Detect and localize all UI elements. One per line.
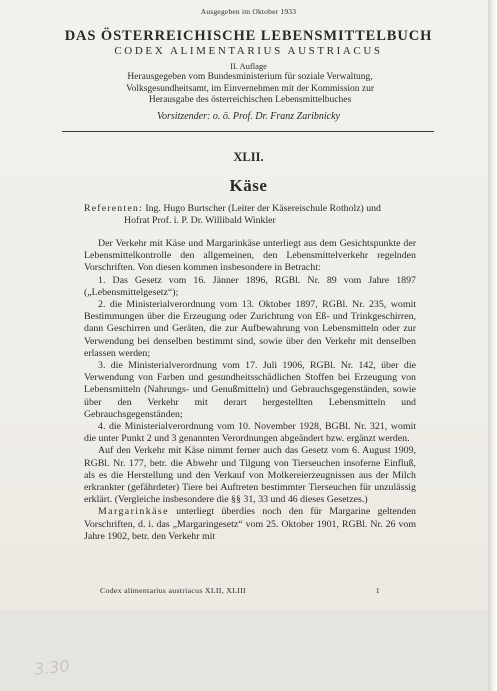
chair-line: Vorsitzender: o. ö. Prof. Dr. Franz Zaribnicky — [157, 111, 340, 122]
issue-date: Ausgegeben im Oktober 1933 — [200, 7, 297, 16]
paragraph: 2. die Ministerialverordnung vom 13. Oktober 1897, RGBl. Nr. 235, womit Bestimmungen über die Erzeugung oder Zurichtung von Eß- und Trinkgeschirren, dann Geschirren und Geräten, die zur Aufbewahrung von Lebensmitteln oder zur Verwendung bei denselben bestimmt sind, sowie über den Verkehr mit denselben erlassen werden; — [84, 299, 416, 359]
publisher-line: Volksgesundheitsamt, im Einvernehmen mit der Kommission zur — [125, 83, 375, 94]
section-title: Käse — [229, 176, 268, 195]
pencil-price-note: 3.30 — [33, 656, 71, 679]
term-margarinkaese: Margarinkäse — [98, 506, 169, 518]
page-number: 1 — [375, 586, 380, 595]
paragraph: Der Verkehr mit Käse und Margarinkäse unterliegt aus dem Gesichtspunkte der Lebensmittelkontrolle den allgemeinen, den Lebensmittelverkehr regelnden Vorschriften. Von diesen kommen insbesondere in Betracht: — [84, 238, 416, 274]
publisher-line: Herausgabe des österreichischen Lebensmittelbuches — [148, 95, 352, 105]
publisher-info — [60, 72, 440, 107]
paragraph: 1. Das Gesetz vom 16. Jänner 1896, RGBl. Nr. 89 vom Jahre 1897 („Lebensmittelgesetz“); — [84, 274, 416, 298]
running-title: Codex alimentarius austriacus XLII, XLIII — [100, 586, 246, 595]
referents-label: Referenten: — [84, 203, 143, 214]
paragraph — [84, 506, 416, 543]
referents-line-1: Ing. Hugo Burtscher (Leiter der Käsereischule Rotholz) und — [145, 203, 381, 214]
paragraph-continuation: unterliegt überdies noch den für Margarine geltenden Vorschriften, d. i. das „Margaringesetz“ vom 25. Oktober 1901, RGBl. Nr. 26 vom Jahre 1902, betr. den Verkehr mit — [84, 506, 416, 542]
book-subtitle: CODEX ALIMENTARIUS AUSTRIACUS — [114, 45, 383, 57]
referents-block — [84, 203, 414, 227]
paragraph: 4. die Ministerialverordnung vom 10. November 1928, BGBl. Nr. 321, womit die unter Punkt 2 und 3 genannten Verordnungen abgeändert bzw. ergänzt werden. — [84, 421, 416, 445]
body-text — [84, 238, 416, 543]
paragraph: 3. die Ministerialverordnung vom 17. Juli 1906, RGBl. Nr. 142, über die Verwendung von Farben und gesundheitsschädlichen Stoffen bei Erzeugung von Lebensmitteln (Nahrungs- und Genußmitteln) und Gebrauchsgegenständen, sowie über den Verkehr mit derart hergestellten Lebensmitteln und Gebrauchsgegenständen; — [84, 360, 416, 420]
page-bottom-margin — [0, 610, 497, 691]
publisher-line: Herausgegeben vom Bundesministerium für soziale Verwaltung, — [127, 72, 373, 82]
section-number: XLII. — [233, 150, 264, 164]
referents-line-2: Hofrat Prof. i. P. Dr. Willibald Winkler — [124, 215, 276, 226]
edition-label: II. Auflage — [230, 61, 267, 71]
header-divider — [62, 131, 434, 132]
page-footer — [100, 586, 400, 595]
page-edge — [488, 0, 497, 691]
paragraph: Auf den Verkehr mit Käse nimmt ferner auch das Gesetz vom 6. August 1909, RGBl. Nr. 177, betr. die Abwehr und Tilgung von Tierseuchen insoferne Einfluß, als es die Herstellung und den Verkauf von Molkereierzeugnissen aus der Milch erkrankter (gefährdeter) Tiere bei Auftreten bestimmter Tierseuchen für unzulässig erklärt. (Vergleiche insbesondere die §§ 31, 33 und 46 dieses Gesetzes.) — [84, 445, 416, 506]
book-title: DAS ÖSTERREICHISCHE LEBENSMITTELBUCH — [64, 28, 433, 44]
